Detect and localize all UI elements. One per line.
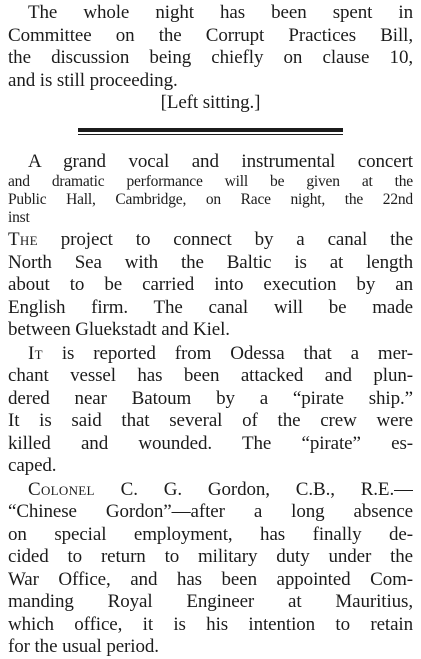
article-colonel-gordon xyxy=(8,479,413,659)
article-line: dered near Batoum by a “pirate ship.” xyxy=(8,387,413,409)
article-committee-report xyxy=(8,2,413,115)
article-line xyxy=(8,343,413,366)
article-line: The whole night has been spent in xyxy=(28,2,413,23)
article-line: A grand vocal and instrumental concert xyxy=(28,150,413,172)
article-pirate-ship xyxy=(8,343,413,478)
article-line: caped. xyxy=(8,455,57,476)
article-line: the discussion being chiefly on clause 10, xyxy=(8,47,413,68)
section-divider-thick xyxy=(78,128,343,132)
article-line: between Gluekstadt and Kiel. xyxy=(8,319,230,340)
article-line: “Chinese Gordon”—after a long absence xyxy=(8,501,413,522)
article-line: Committee on the Corrupt Practices Bill, xyxy=(8,24,413,46)
article-canal-project xyxy=(8,229,413,342)
left-sitting-note: [Left sitting.] xyxy=(160,92,261,113)
article-line: manding Royal Engineer at Mauritius, xyxy=(8,591,413,612)
article-line-text: C. G. Gordon, C.B., R.E.— xyxy=(120,478,413,500)
article-line: It is said that several of the crew were xyxy=(8,410,413,431)
article-line: inst xyxy=(8,209,30,226)
article-line: about to be carried into execution by an xyxy=(8,274,413,295)
lead-word: It xyxy=(28,342,43,364)
article-line: cided to return to military duty under the xyxy=(8,546,413,567)
article-line-text: is reported from Odessa that a mer- xyxy=(61,342,413,364)
article-line xyxy=(8,229,413,252)
article-line: and dramatic performance will be given at the xyxy=(8,173,413,190)
article-line: chant vessel has been attacked and plun- xyxy=(8,365,413,386)
lead-word: The xyxy=(8,229,38,250)
article-line: which office, it is his intention to retain xyxy=(8,613,413,635)
article-line: English firm. The canal will be made xyxy=(8,296,413,318)
article-line: Public Hall, Cambridge, on Race night, the 22nd xyxy=(8,191,413,208)
article-line-text: project to connect by a canal the xyxy=(60,229,413,250)
article-line: and is still proceeding. xyxy=(8,69,178,91)
article-line xyxy=(8,479,413,502)
small-print xyxy=(8,173,413,227)
article-concert-notice xyxy=(8,151,413,228)
article-line: North Sea with the Baltic is at length xyxy=(8,251,413,273)
lead-word: Colonel xyxy=(28,478,95,500)
section-divider-thin xyxy=(78,134,343,135)
article-line: War Office, and has been appointed Com- xyxy=(8,568,413,590)
article-line: for the usual period. xyxy=(8,636,159,657)
article-line: killed and wounded. The “pirate” es- xyxy=(8,432,413,454)
article-line: on special employment, has finally de- xyxy=(8,523,413,545)
